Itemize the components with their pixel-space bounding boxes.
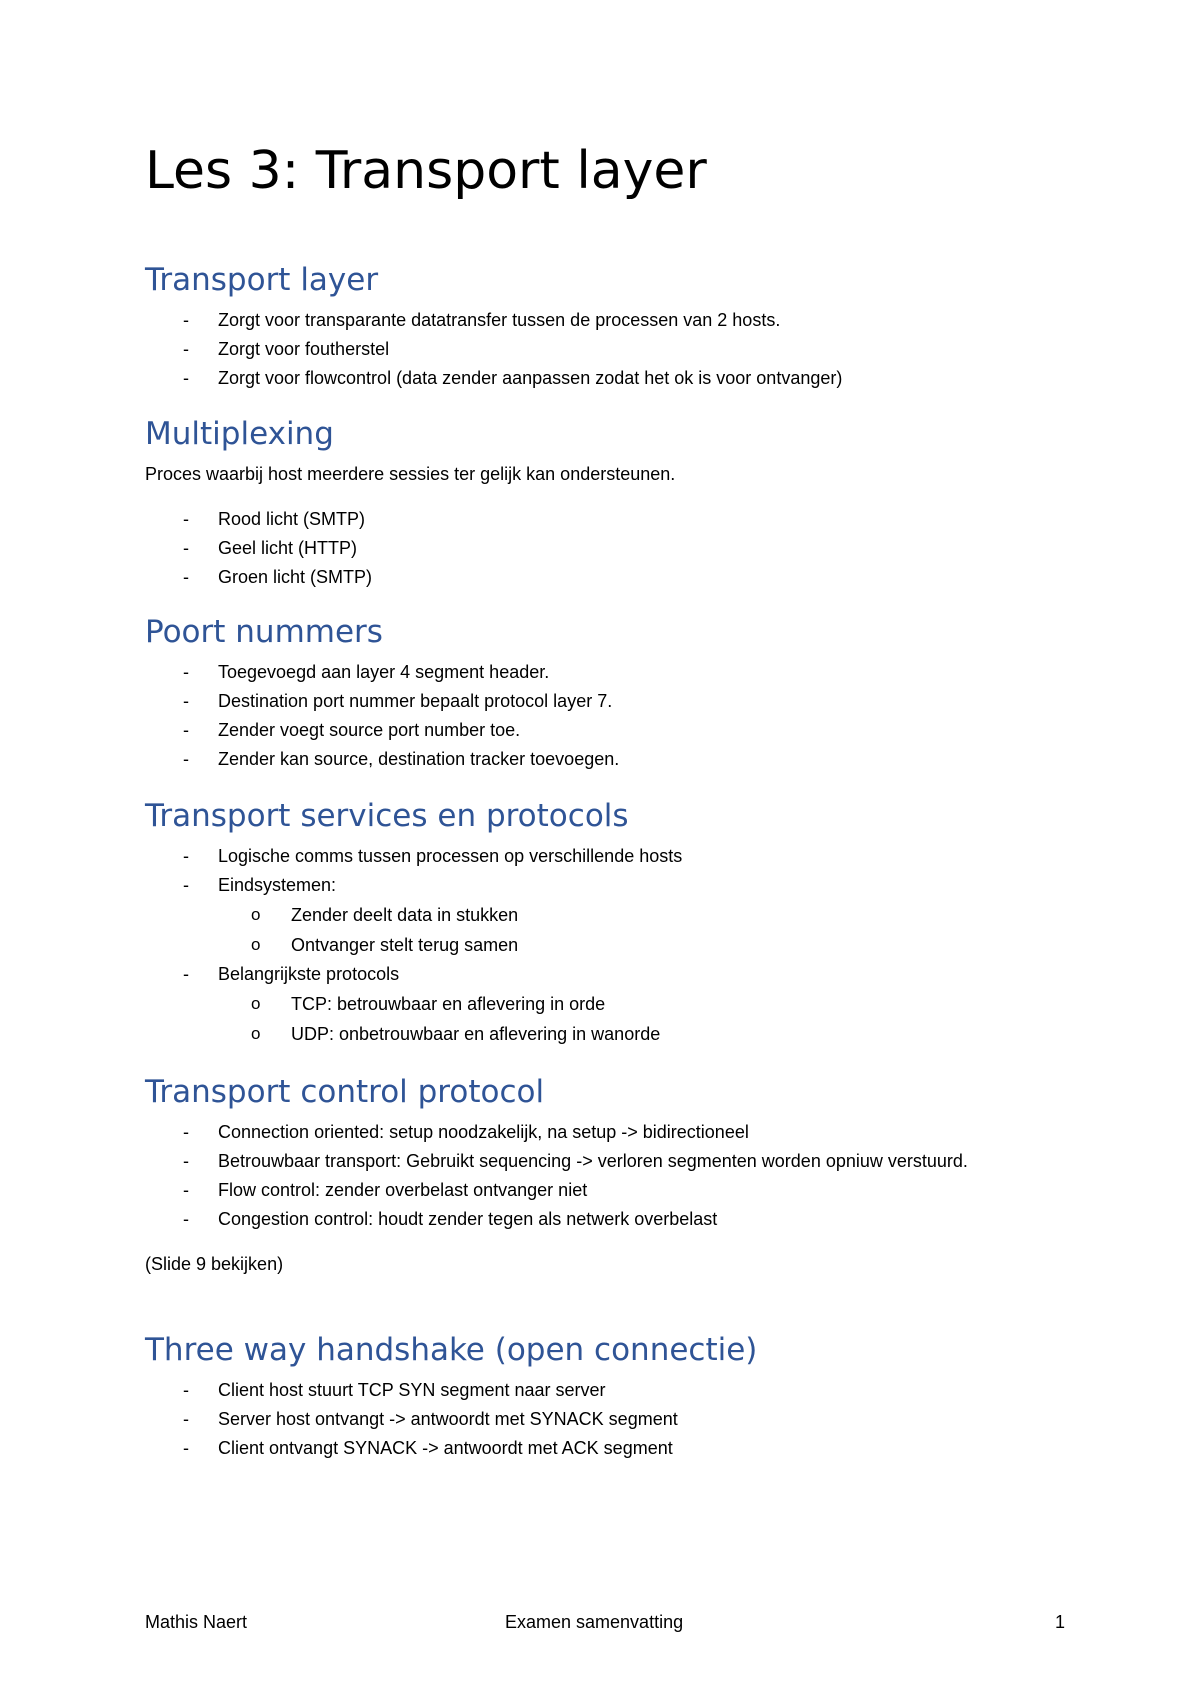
section-note: (Slide 9 bekijken) xyxy=(145,1254,284,1274)
bullet-list xyxy=(145,658,1065,774)
list-item: - Zorgt voor foutherstel xyxy=(145,335,1065,364)
list-item: - Betrouwbaar transport: Gebruikt sequencing -> verloren segmenten worden opniuw verstuurd. xyxy=(145,1147,1065,1176)
dash-marker: - xyxy=(183,1209,189,1229)
dash-marker: - xyxy=(183,368,189,388)
bullet-list xyxy=(145,505,1065,592)
dash-marker: - xyxy=(183,538,189,558)
section-three-way-handshake xyxy=(145,1330,1065,1463)
bullet-list xyxy=(145,842,1065,1049)
dash-marker: - xyxy=(183,1180,189,1200)
circle-bullet-icon: o xyxy=(251,994,261,1013)
list-item: - Toegevoegd aan layer 4 segment header. xyxy=(145,658,1065,687)
dash-marker: - xyxy=(183,749,189,769)
dash-marker: - xyxy=(183,509,189,529)
circle-bullet-icon: o xyxy=(251,935,261,954)
section-heading: Three way handshake (open connectie) xyxy=(145,1332,758,1368)
list-item: - Client host stuurt TCP SYN segment naar server xyxy=(145,1376,1065,1405)
footer-author: Mathis Naert xyxy=(145,1612,248,1632)
sub-list xyxy=(218,900,1065,960)
bullet-list xyxy=(145,1376,1065,1463)
section-transport-control-protocol xyxy=(145,1072,1065,1295)
list-item: - Geel licht (HTTP) xyxy=(145,534,1065,563)
circle-bullet-icon: o xyxy=(251,905,261,924)
section-heading: Multiplexing xyxy=(145,416,334,452)
list-item: - Zorgt voor transparante datatransfer tussen de processen van 2 hosts. xyxy=(145,306,1065,335)
section-multiplexing xyxy=(145,414,1065,592)
list-item: - Belangrijkste protocols o TCP: betrouwbaar en aflevering in orde o UDP: onbetrouwbaar en aflevering in wanorde xyxy=(145,960,1065,1049)
section-poort-nummers xyxy=(145,612,1065,774)
dash-marker: - xyxy=(183,1380,189,1400)
dash-marker: - xyxy=(183,964,189,984)
list-item: - Server host ontvangt -> antwoordt met SYNACK segment xyxy=(145,1405,1065,1434)
list-item: - Connection oriented: setup noodzakelijk, na setup -> bidirectioneel xyxy=(145,1118,1065,1147)
section-heading: Transport control protocol xyxy=(145,1074,545,1110)
list-item: - Logische comms tussen processen op verschillende hosts xyxy=(145,842,1065,871)
dash-marker: - xyxy=(183,567,189,587)
list-item: - Zender voegt source port number toe. xyxy=(145,716,1065,745)
list-item: - Congestion control: houdt zender tegen als netwerk overbelast xyxy=(145,1205,1065,1234)
sub-list xyxy=(218,989,1065,1049)
circle-bullet-icon: o xyxy=(251,1024,261,1043)
footer-document-name: Examen samenvatting xyxy=(505,1612,684,1632)
sub-list-item: o TCP: betrouwbaar en aflevering in orde xyxy=(291,989,1065,1019)
dash-marker: - xyxy=(183,1122,189,1142)
section-paragraph: Proces waarbij host meerdere sessies ter gelijk kan ondersteunen. xyxy=(145,464,676,484)
dash-marker: - xyxy=(183,310,189,330)
list-item: - Rood licht (SMTP) xyxy=(145,505,1065,534)
document-title: Les 3: Transport layer xyxy=(145,141,707,201)
sub-list-item: o Zender deelt data in stukken xyxy=(291,900,1065,930)
dash-marker: - xyxy=(183,1151,189,1171)
list-item: - Flow control: zender overbelast ontvanger niet xyxy=(145,1176,1065,1205)
list-item: - Groen licht (SMTP) xyxy=(145,563,1065,592)
dash-marker: - xyxy=(183,720,189,740)
section-heading: Transport layer xyxy=(145,262,379,298)
dash-marker: - xyxy=(183,691,189,711)
sub-list-item: o Ontvanger stelt terug samen xyxy=(291,930,1065,960)
bullet-list xyxy=(145,306,1065,393)
footer-page-number: 1 xyxy=(1054,1612,1065,1632)
section-transport-layer xyxy=(145,260,1065,393)
dash-marker: - xyxy=(183,846,189,866)
list-item: - Zender kan source, destination tracker toevoegen. xyxy=(145,745,1065,774)
list-item: - Destination port nummer bepaalt protocol layer 7. xyxy=(145,687,1065,716)
dash-marker: - xyxy=(183,339,189,359)
section-heading: Poort nummers xyxy=(145,614,383,650)
section-heading: Transport services en protocols xyxy=(145,798,629,834)
dash-marker: - xyxy=(183,1409,189,1429)
section-transport-services xyxy=(145,796,1065,1049)
dash-marker: - xyxy=(183,875,189,895)
bullet-list xyxy=(145,1118,1065,1234)
sub-list-item: o UDP: onbetrouwbaar en aflevering in wanorde xyxy=(291,1019,1065,1049)
dash-marker: - xyxy=(183,662,189,682)
list-item: - Zorgt voor flowcontrol (data zender aanpassen zodat het ok is voor ontvanger) xyxy=(145,364,1065,393)
list-item: - Client ontvangt SYNACK -> antwoordt met ACK segment xyxy=(145,1434,1065,1463)
dash-marker: - xyxy=(183,1438,189,1458)
list-item: - Eindsystemen: o Zender deelt data in stukken o Ontvanger stelt terug samen xyxy=(145,871,1065,960)
